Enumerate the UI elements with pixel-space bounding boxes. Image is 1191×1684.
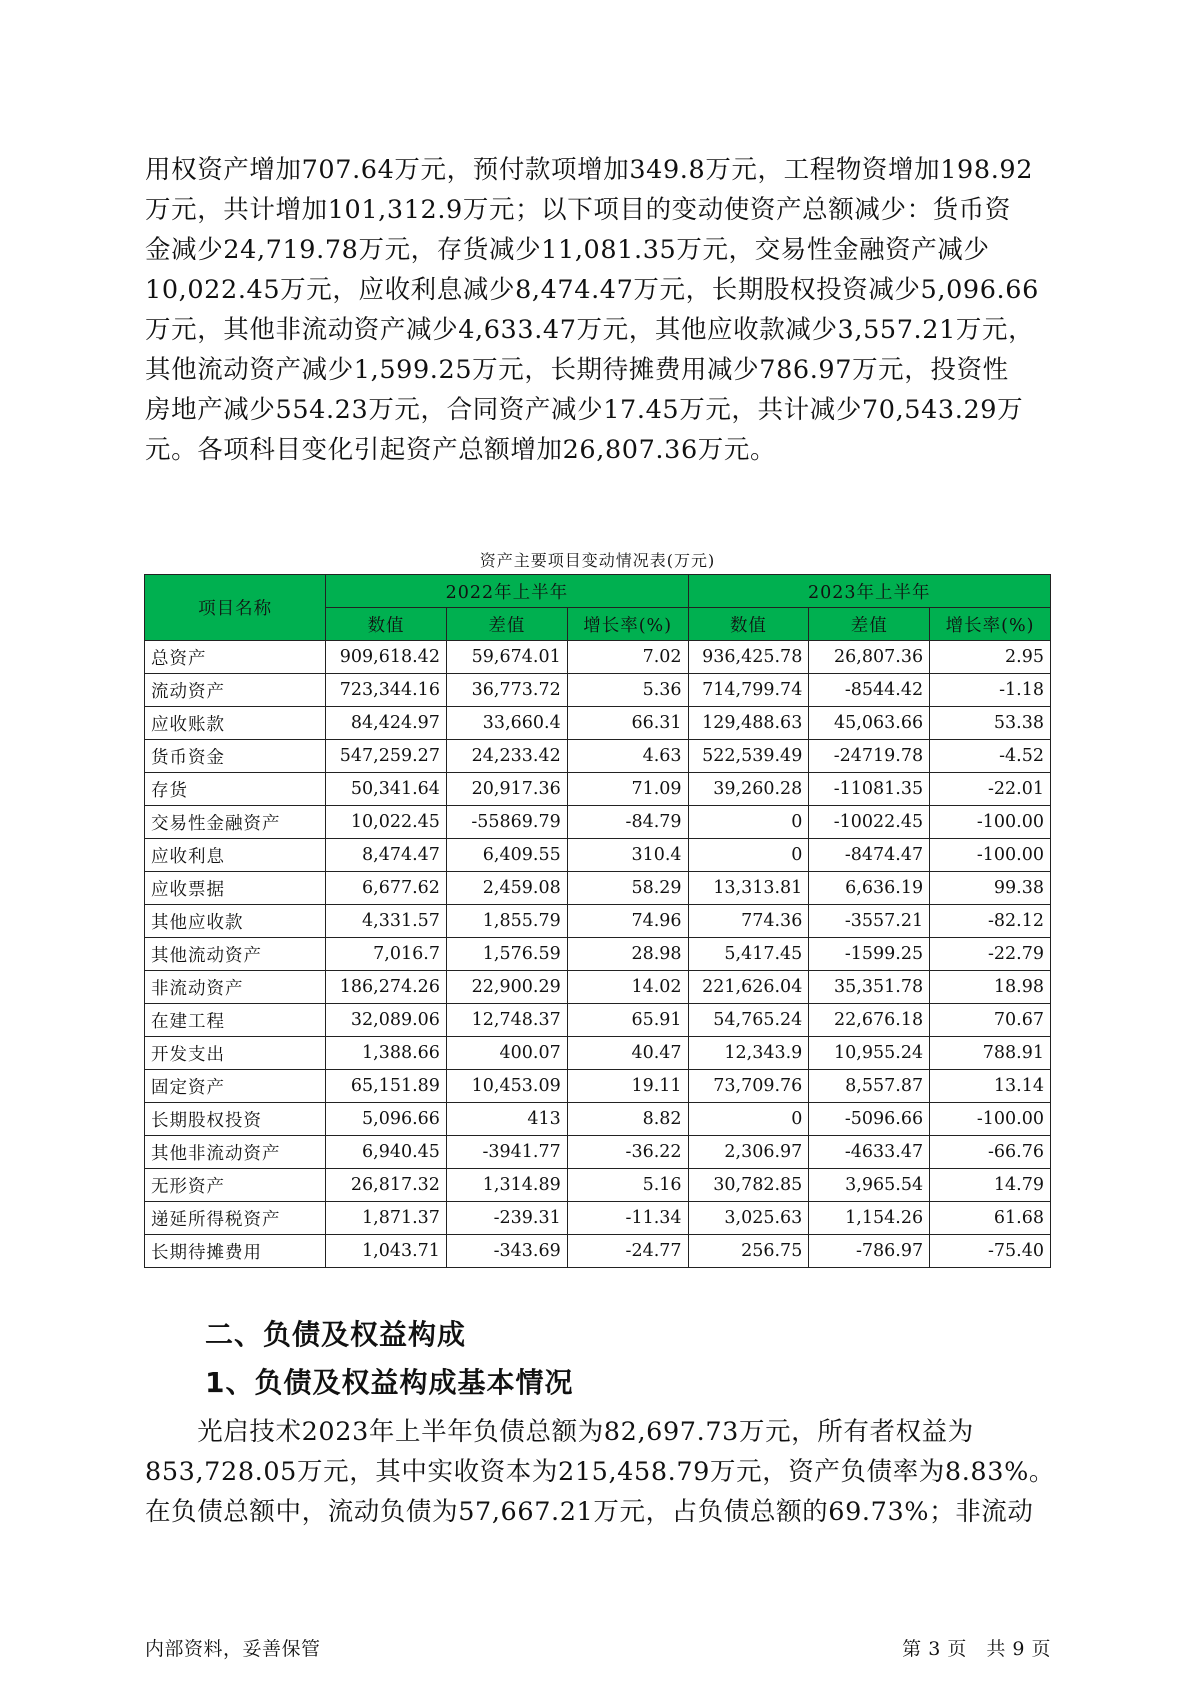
table-cell: 8,557.87 bbox=[809, 1070, 930, 1103]
table-row bbox=[145, 641, 1051, 674]
footer-page-number: 第 3 页 共 9 页 bbox=[902, 1638, 1051, 1660]
table-cell: -100.00 bbox=[930, 839, 1051, 872]
table-cell: 10,955.24 bbox=[809, 1037, 930, 1070]
header-2022-growth: 增长率(%) bbox=[567, 608, 688, 641]
table-cell: -1.18 bbox=[930, 674, 1051, 707]
table-cell: 4.63 bbox=[567, 740, 688, 773]
row-item-name: 应收利息 bbox=[145, 839, 326, 872]
table-cell: 4,331.57 bbox=[326, 905, 447, 938]
paragraph-line: 万元，其他非流动资产减少4,633.47万元，其他应收款减少3,557.21万元， bbox=[145, 315, 1035, 345]
table-cell: -3941.77 bbox=[446, 1136, 567, 1169]
footer-confidential-note: 内部资料，妥善保管 bbox=[145, 1638, 321, 1660]
table-cell: -24719.78 bbox=[809, 740, 930, 773]
paragraph-line: 其他流动资产减少1,599.25万元，长期待摊费用减少786.97万元，投资性 bbox=[145, 355, 1009, 385]
table-cell: 5,417.45 bbox=[688, 938, 809, 971]
row-item-name: 其他流动资产 bbox=[145, 938, 326, 971]
table-cell: 400.07 bbox=[446, 1037, 567, 1070]
table-cell: 84,424.97 bbox=[326, 707, 447, 740]
header-2023-value: 数值 bbox=[688, 608, 809, 641]
table-cell: 2,459.08 bbox=[446, 872, 567, 905]
table-cell: 58.29 bbox=[567, 872, 688, 905]
paragraph-line: 金减少24,719.78万元，存货减少11,081.35万元，交易性金融资产减少 bbox=[145, 235, 990, 265]
table-cell: 723,344.16 bbox=[326, 674, 447, 707]
table-cell: 186,274.26 bbox=[326, 971, 447, 1004]
table-row bbox=[145, 905, 1051, 938]
table-cell: -84.79 bbox=[567, 806, 688, 839]
table-cell: 18.98 bbox=[930, 971, 1051, 1004]
table-caption: 资产主要项目变动情况表(万元) bbox=[479, 551, 716, 570]
table-cell: 1,314.89 bbox=[446, 1169, 567, 1202]
table-cell: 0 bbox=[688, 806, 809, 839]
table-cell: 22,676.18 bbox=[809, 1004, 930, 1037]
table-row bbox=[145, 938, 1051, 971]
row-item-name: 应收账款 bbox=[145, 707, 326, 740]
table-cell: 522,539.49 bbox=[688, 740, 809, 773]
table-cell: -1599.25 bbox=[809, 938, 930, 971]
table-cell: 26,807.36 bbox=[809, 641, 930, 674]
table-cell: 12,343.9 bbox=[688, 1037, 809, 1070]
table-cell: 14.79 bbox=[930, 1169, 1051, 1202]
table-cell: -75.40 bbox=[930, 1235, 1051, 1268]
paragraph-line: 在负债总额中，流动负债为57,667.21万元，占负债总额的69.73%；非流动 bbox=[145, 1497, 1034, 1527]
header-2022-diff: 差值 bbox=[446, 608, 567, 641]
table-row bbox=[145, 1136, 1051, 1169]
table-row bbox=[145, 1235, 1051, 1268]
table-cell: 61.68 bbox=[930, 1202, 1051, 1235]
row-item-name: 开发支出 bbox=[145, 1037, 326, 1070]
row-item-name: 总资产 bbox=[145, 641, 326, 674]
table-cell: 714,799.74 bbox=[688, 674, 809, 707]
table-cell: 5.16 bbox=[567, 1169, 688, 1202]
row-item-name: 固定资产 bbox=[145, 1070, 326, 1103]
table-cell: 40.47 bbox=[567, 1037, 688, 1070]
subsection-heading-basic-situation: 1、负债及权益构成基本情况 bbox=[205, 1366, 574, 1399]
table-cell: 3,025.63 bbox=[688, 1202, 809, 1235]
table-row bbox=[145, 1103, 1051, 1136]
table-cell: 33,660.4 bbox=[446, 707, 567, 740]
table-cell: -8544.42 bbox=[809, 674, 930, 707]
table-cell: 54,765.24 bbox=[688, 1004, 809, 1037]
table-cell: 10,453.09 bbox=[446, 1070, 567, 1103]
table-cell: -55869.79 bbox=[446, 806, 567, 839]
table-row bbox=[145, 971, 1051, 1004]
section-heading-liabilities-equity: 二、负债及权益构成 bbox=[205, 1318, 467, 1351]
header-2023-growth: 增长率(%) bbox=[930, 608, 1051, 641]
table-cell: 936,425.78 bbox=[688, 641, 809, 674]
table-cell: 6,940.45 bbox=[326, 1136, 447, 1169]
row-item-name: 货币资金 bbox=[145, 740, 326, 773]
table-row bbox=[145, 1004, 1051, 1037]
table-cell: 6,409.55 bbox=[446, 839, 567, 872]
table-cell: 45,063.66 bbox=[809, 707, 930, 740]
table-body bbox=[145, 641, 1051, 1268]
table-cell: 19.11 bbox=[567, 1070, 688, 1103]
table-row bbox=[145, 707, 1051, 740]
table-row bbox=[145, 674, 1051, 707]
table-cell: 28.98 bbox=[567, 938, 688, 971]
table-cell: 22,900.29 bbox=[446, 971, 567, 1004]
table-cell: 0 bbox=[688, 1103, 809, 1136]
table-cell: 13,313.81 bbox=[688, 872, 809, 905]
table-cell: 1,871.37 bbox=[326, 1202, 447, 1235]
table-row bbox=[145, 740, 1051, 773]
table-cell: 26,817.32 bbox=[326, 1169, 447, 1202]
table-row bbox=[145, 872, 1051, 905]
table-cell: -22.01 bbox=[930, 773, 1051, 806]
header-2022-group: 2022年上半年 bbox=[326, 575, 688, 608]
table-row bbox=[145, 1070, 1051, 1103]
table-cell: 1,576.59 bbox=[446, 938, 567, 971]
table-row bbox=[145, 1037, 1051, 1070]
table-cell: -4.52 bbox=[930, 740, 1051, 773]
table-cell: 20,917.36 bbox=[446, 773, 567, 806]
table-cell: 65.91 bbox=[567, 1004, 688, 1037]
table-cell: 221,626.04 bbox=[688, 971, 809, 1004]
intro-paragraph bbox=[145, 150, 1057, 470]
table-cell: 73,709.76 bbox=[688, 1070, 809, 1103]
table-cell: 788.91 bbox=[930, 1037, 1051, 1070]
table-cell: 12,748.37 bbox=[446, 1004, 567, 1037]
table-cell: 310.4 bbox=[567, 839, 688, 872]
row-item-name: 在建工程 bbox=[145, 1004, 326, 1037]
table-cell: 5,096.66 bbox=[326, 1103, 447, 1136]
table-cell: 3,965.54 bbox=[809, 1169, 930, 1202]
table-cell: 5.36 bbox=[567, 674, 688, 707]
header-item-name: 项目名称 bbox=[145, 575, 326, 641]
paragraph-line: 用权资产增加707.64万元，预付款项增加349.8万元，工程物资增加198.92 bbox=[145, 155, 1034, 185]
table-cell: 10,022.45 bbox=[326, 806, 447, 839]
table-cell: -4633.47 bbox=[809, 1136, 930, 1169]
table-cell: -66.76 bbox=[930, 1136, 1051, 1169]
table-cell: -11.34 bbox=[567, 1202, 688, 1235]
row-item-name: 应收票据 bbox=[145, 872, 326, 905]
table-cell: 413 bbox=[446, 1103, 567, 1136]
table-cell: 35,351.78 bbox=[809, 971, 930, 1004]
table-cell: -239.31 bbox=[446, 1202, 567, 1235]
row-item-name: 非流动资产 bbox=[145, 971, 326, 1004]
table-cell: -5096.66 bbox=[809, 1103, 930, 1136]
table-cell: 36,773.72 bbox=[446, 674, 567, 707]
row-item-name: 其他非流动资产 bbox=[145, 1136, 326, 1169]
table-cell: -10022.45 bbox=[809, 806, 930, 839]
table-cell: 1,388.66 bbox=[326, 1037, 447, 1070]
row-item-name: 流动资产 bbox=[145, 674, 326, 707]
table-row bbox=[145, 806, 1051, 839]
table-cell: -82.12 bbox=[930, 905, 1051, 938]
table-cell: 6,677.62 bbox=[326, 872, 447, 905]
paragraph-line: 光启技术2023年上半年负债总额为82,697.73万元，所有者权益为 bbox=[145, 1417, 974, 1447]
header-2023-group: 2023年上半年 bbox=[688, 575, 1050, 608]
table-cell: 32,089.06 bbox=[326, 1004, 447, 1037]
row-item-name: 长期股权投资 bbox=[145, 1103, 326, 1136]
table-cell: 66.31 bbox=[567, 707, 688, 740]
table-cell: -100.00 bbox=[930, 806, 1051, 839]
row-item-name: 交易性金融资产 bbox=[145, 806, 326, 839]
table-row bbox=[145, 773, 1051, 806]
liabilities-paragraph bbox=[145, 1412, 1057, 1532]
row-item-name: 无形资产 bbox=[145, 1169, 326, 1202]
table-row bbox=[145, 839, 1051, 872]
table-cell: 70.67 bbox=[930, 1004, 1051, 1037]
table-cell: 2.95 bbox=[930, 641, 1051, 674]
table-row bbox=[145, 1169, 1051, 1202]
table-cell: 0 bbox=[688, 839, 809, 872]
table-cell: 59,674.01 bbox=[446, 641, 567, 674]
table-cell: 547,259.27 bbox=[326, 740, 447, 773]
table-cell: -22.79 bbox=[930, 938, 1051, 971]
table-cell: 256.75 bbox=[688, 1235, 809, 1268]
table-cell: -100.00 bbox=[930, 1103, 1051, 1136]
table-cell: 65,151.89 bbox=[326, 1070, 447, 1103]
table-cell: 14.02 bbox=[567, 971, 688, 1004]
table-cell: 7.02 bbox=[567, 641, 688, 674]
paragraph-line: 元。各项科目变化引起资产总额增加26,807.36万元。 bbox=[145, 435, 777, 465]
table-cell: 39,260.28 bbox=[688, 773, 809, 806]
table-cell: 7,016.7 bbox=[326, 938, 447, 971]
table-cell: 13.14 bbox=[930, 1070, 1051, 1103]
header-2023-diff: 差值 bbox=[809, 608, 930, 641]
table-cell: 53.38 bbox=[930, 707, 1051, 740]
table-cell: -343.69 bbox=[446, 1235, 567, 1268]
table-cell: 129,488.63 bbox=[688, 707, 809, 740]
row-item-name: 存货 bbox=[145, 773, 326, 806]
table-cell: 6,636.19 bbox=[809, 872, 930, 905]
table-cell: -36.22 bbox=[567, 1136, 688, 1169]
table-cell: 50,341.64 bbox=[326, 773, 447, 806]
asset-change-table bbox=[144, 574, 1051, 1268]
table-cell: 30,782.85 bbox=[688, 1169, 809, 1202]
row-item-name: 递延所得税资产 bbox=[145, 1202, 326, 1235]
paragraph-line: 房地产减少554.23万元，合同资产减少17.45万元，共计减少70,543.29万 bbox=[145, 395, 1024, 425]
table-cell: -24.77 bbox=[567, 1235, 688, 1268]
table-cell: -3557.21 bbox=[809, 905, 930, 938]
table-cell: 2,306.97 bbox=[688, 1136, 809, 1169]
table-cell: -8474.47 bbox=[809, 839, 930, 872]
row-item-name: 其他应收款 bbox=[145, 905, 326, 938]
paragraph-line: 10,022.45万元，应收利息减少8,474.47万元，长期股权投资减少5,096.66 bbox=[145, 275, 1039, 305]
paragraph-line: 万元，共计增加101,312.9万元；以下项目的变动使资产总额减少：货币资 bbox=[145, 195, 1011, 225]
table-cell: -786.97 bbox=[809, 1235, 930, 1268]
header-2022-value: 数值 bbox=[326, 608, 447, 641]
table-cell: 1,855.79 bbox=[446, 905, 567, 938]
table-cell: 1,154.26 bbox=[809, 1202, 930, 1235]
table-cell: 71.09 bbox=[567, 773, 688, 806]
paragraph-line: 853,728.05万元，其中实收资本为215,458.79万元，资产负债率为8.83%。 bbox=[145, 1457, 1056, 1487]
row-item-name: 长期待摊费用 bbox=[145, 1235, 326, 1268]
table-cell: 909,618.42 bbox=[326, 641, 447, 674]
table-cell: 1,043.71 bbox=[326, 1235, 447, 1268]
table-cell: 774.36 bbox=[688, 905, 809, 938]
table-cell: -11081.35 bbox=[809, 773, 930, 806]
table-row bbox=[145, 1202, 1051, 1235]
table-cell: 74.96 bbox=[567, 905, 688, 938]
table-cell: 99.38 bbox=[930, 872, 1051, 905]
table-cell: 24,233.42 bbox=[446, 740, 567, 773]
table-cell: 8,474.47 bbox=[326, 839, 447, 872]
table-cell: 8.82 bbox=[567, 1103, 688, 1136]
